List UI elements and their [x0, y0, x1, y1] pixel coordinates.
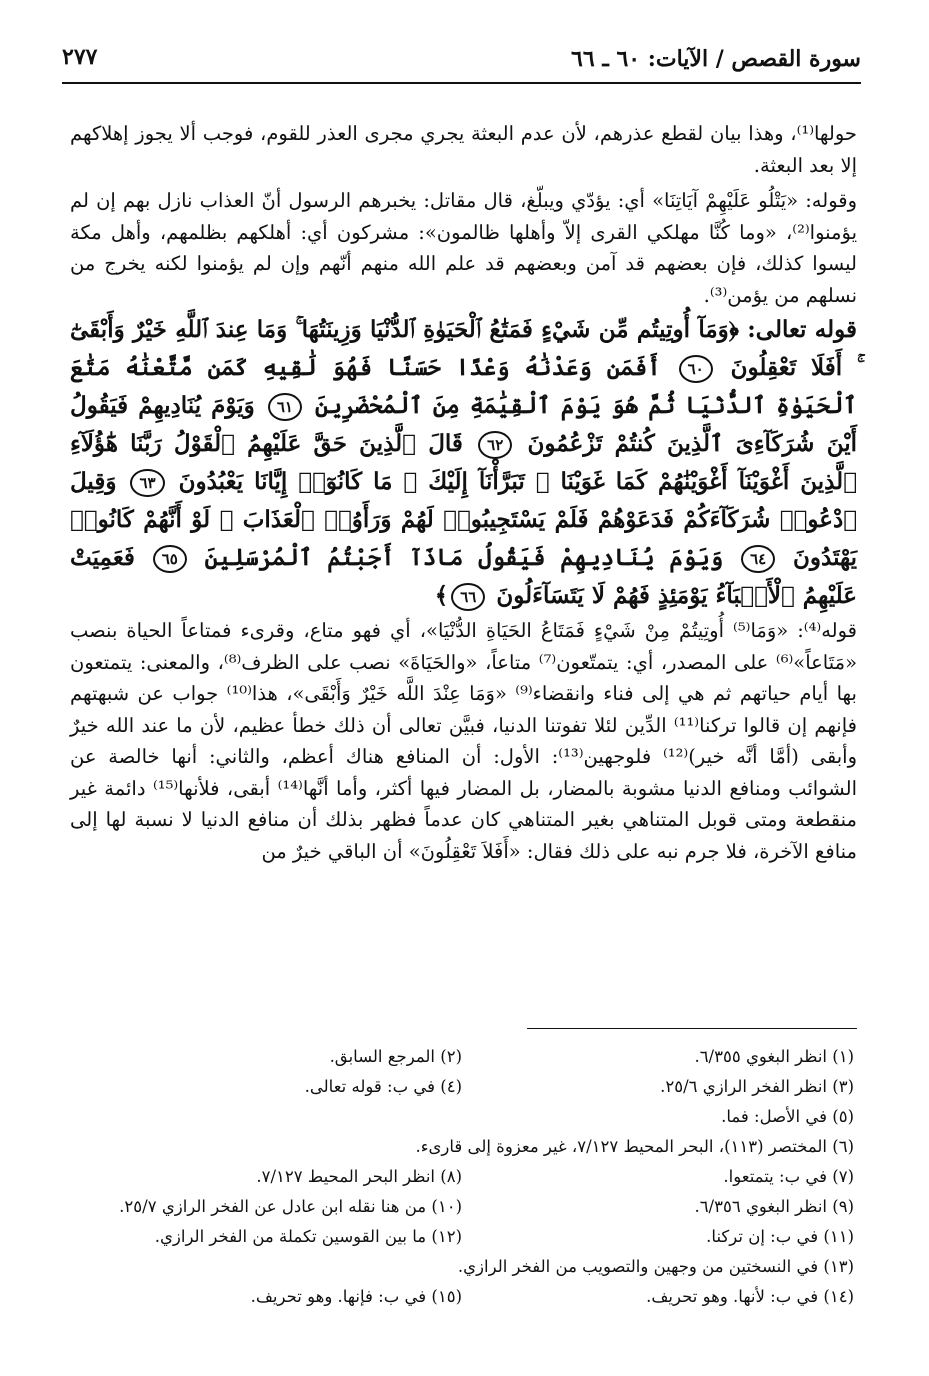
verse-60: وَمَآ أُوتِيتُم مِّن شَيْءٍ فَمَتَٰعُ ٱلْحَيَوٰةِ ٱلدُّنْيَا وَزِينَتُهَا ۚ وَمَا عِندَ ٱللَّهِ خَيْرٌ وَأَبْقَىٰٓ ۚ أَفَلَا تَعْقِلُونَ	[70, 316, 857, 381]
footnote-6: (٦) المختصر (١١٣)، البحر المحيط ٧/١٢٧، غير معزوة إلى قارىء.	[415, 1137, 854, 1156]
footnote-2: (٢) المرجع السابق.	[329, 1047, 462, 1066]
footnote-15: (١٥) في ب: فإنها. وهو تحريف.	[250, 1287, 462, 1306]
verse-close: ﴾	[434, 582, 449, 609]
footnote-row	[70, 1042, 854, 1072]
text-line: ألا يجوز إهلاكهم إلا بعد البعثة.	[70, 122, 857, 177]
footnote-separator	[527, 1028, 857, 1029]
text-line: قوله⁽⁴⁾: «وَمَا⁽⁵⁾ أُوتِيتُمْ مِنْ شَيْءٍ فَمَتَاعُ الحَيَاةِ الدُّنْيَا»، أي فهو متاع، وقرىء فمتاعاً	[181, 619, 857, 642]
footnote-row	[70, 1192, 854, 1222]
footnote-13: (١٣) في النسختين من وجهين والتصويب من الفخر الرازي.	[457, 1257, 854, 1276]
verse-66: فَعَمِيَتْ عَلَيْهِمُ ٱلْأَنۢبَآءُ يَوْمَئِذٍ فَهُمْ لَا يَتَسَآءَلُونَ	[70, 544, 857, 609]
paragraph-1	[70, 118, 857, 181]
footnote-row	[70, 1222, 854, 1252]
text-line: فبيَّن تعالى أن ذلك خطأ عظيم، لأن ما عند الله خيرٌ وأبقى (أمَّا أنَّه خير)⁽¹²⁾	[70, 713, 858, 768]
verse-marker-65: ٦٥	[153, 545, 187, 573]
text-line: الظرف⁽⁸⁾، والمعنى: يتمتعون بها أيام حياتهم ثم هي إلى فناء وانقضاء⁽⁹⁾ «وَمَا عِنْدَ اللَّه	[70, 650, 857, 705]
text-line: الحياة بنصب «مَتَاعاً»⁽⁶⁾ على المصدر، أي: يتمتّعون⁽⁷⁾ متاعاً، «والحَيَاةَ» نصب على	[70, 619, 858, 674]
text-line: حولها⁽¹⁾، وهذا بيان لقطع عذرهم، لأن عدم البعثة يجري مجرى العذر للقوم، فوجب	[202, 122, 857, 145]
footnote-14: (١٤) في ب: لأنها. وهو تحريف.	[646, 1287, 854, 1306]
footnote-5: (٥) في الأصل: فما.	[721, 1107, 854, 1126]
quran-verses	[70, 311, 857, 615]
page-header	[62, 42, 861, 84]
text-line: الدنيا مشوبة بالمضار، بل المضار فيها أكثر، وأما أنَّها⁽¹⁴⁾ أبقى، فلأنها⁽¹⁵⁾ دائمة غير	[70, 776, 722, 800]
footnote-11: (١١) في ب: إن تركنا.	[706, 1227, 854, 1246]
verse-62: وَيَوْمَ يُنَادِيهِمْ فَيَقُولُ أَيْنَ شُرَكَآءِىَ ٱلَّذِينَ كُنتُمْ تَزْعُمُونَ	[70, 392, 857, 457]
footnote-row	[70, 1252, 854, 1282]
text-line: منهم أنّهم وإن لم يؤمنوا لكنه يخرج من نسلهم من يؤمن⁽³⁾.	[70, 252, 857, 307]
text-line: منقطعة ومتى قوبل المتناهي بغير المتناهي كان عدماً فظهر بذلك أن منافع الدنيا لا نسبة	[134, 808, 858, 831]
page-number: ٢٧٧	[62, 44, 98, 70]
footnote-9: (٩) انظر البغوي ٦/٣٥٦.	[694, 1197, 854, 1216]
verse-marker-66: ٦٦	[451, 583, 485, 611]
footnotes	[70, 1042, 854, 1312]
footnote-7: (٧) في ب: يتمتعوا.	[723, 1167, 854, 1186]
text-line: فلوجهين⁽¹³⁾: الأول: أن المنافع هناك أعظم، والثاني: أنها خالصة عن الشوائب ومنافع	[70, 745, 857, 800]
paragraph-3	[70, 615, 857, 867]
verse-marker-61: ٦١	[268, 393, 302, 421]
paragraph-2	[70, 185, 857, 311]
verse-intro: قوله تعالى: ﴿	[728, 316, 857, 343]
verse-63: قَالَ ٱلَّذِينَ حَقَّ عَلَيْهِمُ ٱلْقَوْلُ رَبَّنَا هَٰٓؤُلَآءِ ٱلَّذِينَ أَغْوَيْنَآ أَغْوَيْنَٰهُمْ كَمَا غَوَيْنَا ۖ تَبَرَّأْنَآ إِلَيْكَ ۖ مَا كَانُوٓا۟ إِيَّانَا يَعْبُدُونَ	[70, 430, 857, 495]
footnote-row	[70, 1162, 854, 1192]
footnote-row	[70, 1102, 854, 1132]
footnote-1: (١) انظر البغوي ٦/٣٥٥.	[694, 1047, 854, 1066]
verse-marker-63: ٦٣	[130, 469, 164, 497]
verse-marker-60: ٦٠	[679, 355, 713, 383]
footnote-12: (١٢) ما بين القوسين تكملة من الفخر الرازي.	[154, 1227, 462, 1246]
text-line: لها إلى منافع الآخرة، فلا جرم نبه على ذلك فقال: «أَفَلاَ تَعْقِلُونَ» أن الباقي خيرٌ من	[70, 808, 857, 863]
footnote-row	[70, 1282, 854, 1312]
footnote-8: (٨) انظر البحر المحيط ٧/١٢٧.	[256, 1167, 462, 1186]
verse-61: أَفَمَن وَعَدْنَٰهُ وَعْدًا حَسَنًا فَهُوَ لَٰقِيهِ كَمَن مَّتَّعْنَٰهُ مَتَٰعَ ٱلْحَيَوٰةِ ٱلدُّنْيَا ثُمَّ هُوَ يَوْمَ ٱلْقِيَٰمَةِ مِنَ ٱلْمُحْضَرِينَ	[70, 354, 857, 419]
verse-marker-64: ٦٤	[741, 545, 775, 573]
footnote-4: (٤) في ب: قوله تعالى.	[304, 1077, 462, 1096]
verse-marker-62: ٦٢	[478, 431, 512, 459]
text-line: وقوله: «يَتْلُو عَلَيْهِمْ آيَاتِنَا» أي: يؤدّي ويبلّغ، قال مقاتل: يخبرهم الرسول أنّ	[261, 189, 858, 212]
text-line: العذاب نازل بهم إن لم يؤمنوا⁽²⁾، «وما كُنَّا مهلكي القرى إلاّ وأهلها ظالمون»: مشركون	[70, 189, 858, 244]
footnote-3: (٣) انظر الفخر الرازي ٢٥/٦.	[660, 1077, 854, 1096]
verse-64: وَقِيلَ ٱدْعُوا۟ شُرَكَآءَكُمْ فَدَعَوْهُمْ فَلَمْ يَسْتَجِيبُوا۟ لَهُمْ وَرَأَوُا۟ ٱلْعَذَابَ ۚ لَوْ أَنَّهُمْ كَانُوا۟ يَهْتَدُونَ	[70, 468, 858, 571]
footnote-10: (١٠) من هنا نقله ابن عادل عن الفخر الرازي ٢٥/٧.	[119, 1197, 462, 1216]
footnote-row	[70, 1072, 854, 1102]
footnote-row	[70, 1132, 854, 1162]
surah-title: سورة القصص / الآيات: ٦٠ ـ ٦٦	[571, 46, 861, 72]
text-line: أي: أهلكهم بظلمهم، وأهل مكة ليسوا كذلك، فإن بعضهم قد آمن وبعضهم قد علم الله	[70, 220, 857, 275]
verse-65: وَيَوْمَ يُنَادِيهِمْ فَيَقُولُ مَاذَآ أَجَبْتُمُ ٱلْمُرْسَلِينَ	[204, 544, 724, 571]
text-line: خَيْرٌ وَأَبْقَى»، هذا⁽¹⁰⁾ جواب عن شبهتهم فإنهم إن قالوا تركنا⁽¹¹⁾ الدِّين لئلا تفوتنا الدنيا،	[70, 682, 857, 737]
main-text	[70, 118, 857, 867]
